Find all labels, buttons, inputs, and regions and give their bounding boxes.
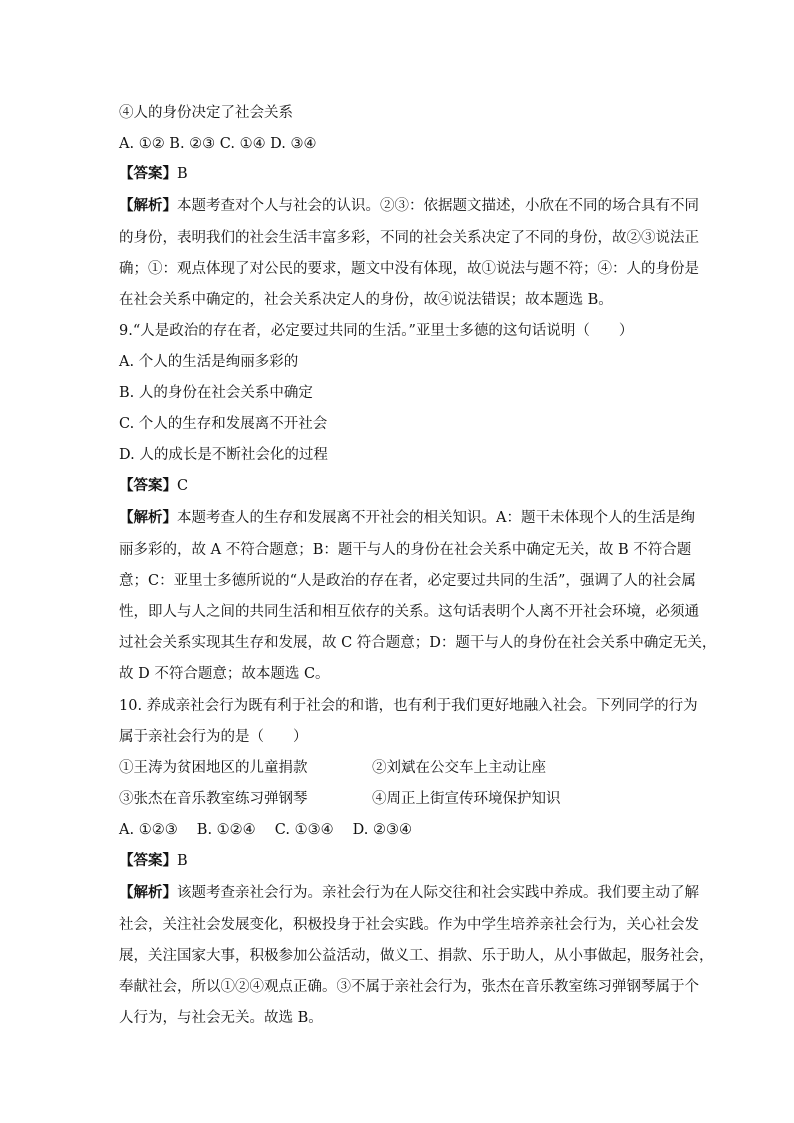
answer-label: 【答案】 [119,477,177,494]
q9-option-a: A. 个人的生活是绚丽多彩的 [119,354,299,370]
answer-value: C [177,478,189,494]
q9-analysis-line-3: 意；C：亚里士多德所说的“人是政治的存在者，必定要过共同的生活”，强调了人的社会属 [119,573,696,589]
q10-analysis-line-2: 社会，关注社会发展变化，积极投身于社会实践。作为中学生培养亲社会行为，关心社会发 [119,917,699,933]
q10-items-row-1 [119,758,308,778]
q10-choices: A. ①②③ B. ①②④ C. ①③④ D. ②③④ [119,822,413,838]
q8-analysis-line-2: 的身份，表明我们的社会生活丰富多彩，不同的社会关系决定了不同的身份，故②③说法正 [119,230,699,246]
q10-analysis-line-4: 奉献社会，所以①②④观点正确。③不属于亲社会行为，张杰在音乐教室练习弹钢琴属于个 [119,979,699,995]
answer-label: 【答案】 [119,165,177,182]
q8-choices: A. ①② B. ②③ C. ①④ D. ③④ [119,136,317,152]
q9-analysis-line-6: 故 D 不符合题意；故本题选 C。 [119,666,330,682]
q8-analysis-line-4: 在社会关系中确定的，社会关系决定人的身份，故④说法错误；故本题选 B。 [119,292,613,308]
q10-stem-line-2: 属于亲社会行为的是（ ） [119,729,308,745]
q10-answer [119,851,188,871]
q9-analysis-line-4: 性，即人与人之间的共同生活和相互依存的关系。这句话表明个人离不开社会环境，必须通 [119,604,699,620]
q9-stem: 9.“人是政治的存在者，必定要过共同的生活。”亚里士多德的这句话说明（ ） [119,323,634,339]
analysis-label: 【解析】 [119,509,177,526]
answer-value: B [177,166,188,182]
analysis-text: 本题考查人的生存和发展离不开社会的相关知识。A：题干未体现个人的生活是绚 [177,510,695,526]
analysis-text: 本题考查对个人与社会的认识。②③：依据题文描述，小欣在不同的场合具有不同 [177,198,699,214]
answer-label: 【答案】 [119,852,177,869]
q8-analysis-line-3: 确；①：观点体现了对公民的要求，题文中没有体现，故①说法与题不符；④：人的身份是 [119,261,699,277]
q10-item-2: ②刘斌在公交车上主动让座 [372,760,546,776]
q8-answer [119,164,188,184]
q9-option-c: C. 个人的生存和发展离不开社会 [119,416,328,432]
analysis-text: 该题考查亲社会行为。亲社会行为在人际交往和社会实践中养成。我们要主动了解 [177,885,699,901]
q10-analysis-line-3: 展，关注国家大事，积极参加公益活动，做义工、捐款、乐于助人，从小事做起，服务社会， [119,948,714,964]
q10-analysis-line-5: 人行为，与社会无关。故选 B。 [119,1010,323,1026]
analysis-label: 【解析】 [119,884,177,901]
q9-option-d: D. 人的成长是不断社会化的过程 [119,447,328,463]
q9-option-b: B. 人的身份在社会关系中确定 [119,385,313,401]
q10-stem-line-1: 10. 养成亲社会行为既有利于社会的和谐，也有利于我们更好地融入社会。下列同学的行为 [119,698,698,714]
q10-items-row-2 [119,789,308,809]
q9-analysis-line-2: 丽多彩的，故 A 不符合题意；B：题干与人的身份在社会关系中确定无关，故 B 不符合题 [119,542,692,558]
answer-value: B [177,853,188,869]
q10-item-1: ①王涛为贫困地区的儿童捐款 [119,760,308,776]
analysis-label: 【解析】 [119,197,177,214]
q8-analysis-line-1 [119,196,699,216]
q10-analysis-line-1 [119,883,699,903]
q9-analysis-line-5: 过社会关系实现其生存和发展，故 C 符合题意；D：题干与人的身份在社会关系中确定无关， [119,635,717,651]
q9-answer [119,476,188,496]
q9-analysis-line-1 [119,508,695,528]
q10-item-4: ④周正上街宣传环境保护知识 [372,791,561,807]
q10-item-3: ③张杰在音乐教室练习弹钢琴 [119,791,308,807]
q8-option-4: ④人的身份决定了社会关系 [119,105,293,121]
